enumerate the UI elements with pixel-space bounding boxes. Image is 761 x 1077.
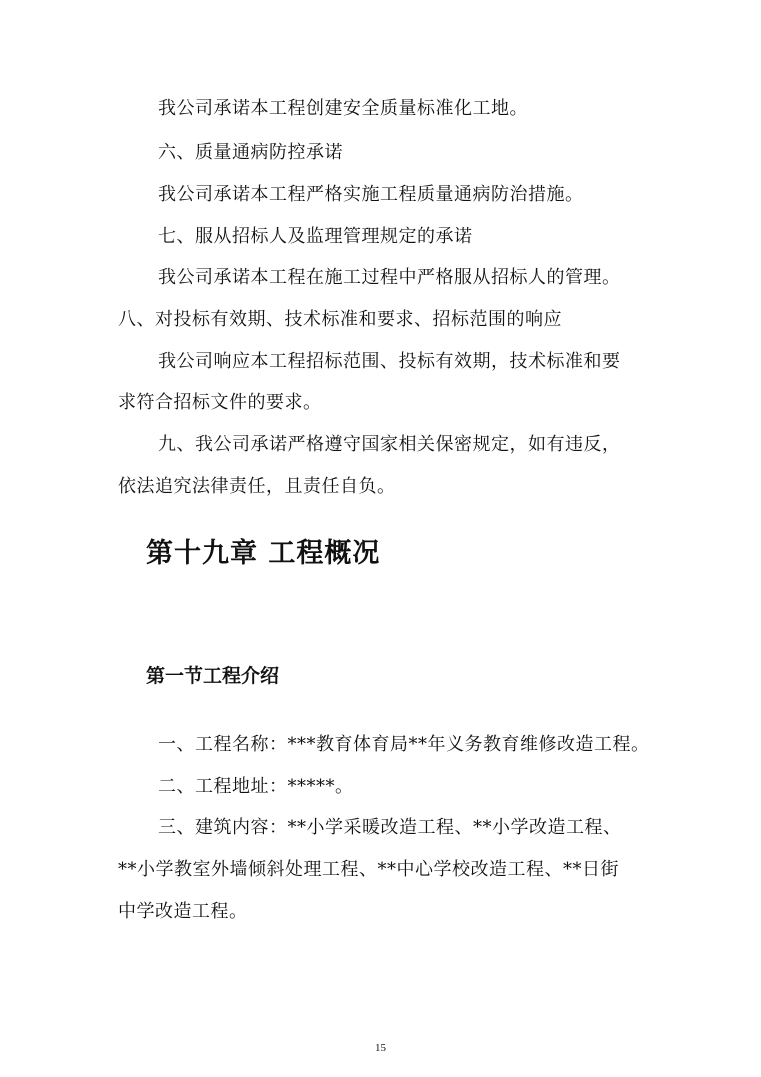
construction-content-line-1: 三、建筑内容：**小学采暖改造工程、**小学改造工程、: [158, 817, 622, 838]
project-name: 一、工程名称：***教育体育局**年义务教育维修改造工程。: [158, 734, 650, 755]
heading-quality-defect-prevention: 六、质量通病防控承诺: [158, 142, 343, 163]
paragraph-obey-management: 我公司承诺本工程在施工过程中严格服从招标人的管理。: [158, 267, 621, 288]
paragraph-confidentiality-line-1: 九、我公司承诺严格遵守国家相关保密规定，如有违反，: [158, 434, 621, 455]
paragraph-bid-response-line-2: 求符合招标文件的要求。: [118, 392, 322, 413]
heading-bid-response: 八、对投标有效期、技术标准和要求、招标范围的响应: [118, 309, 562, 330]
page-number: 15: [375, 1042, 386, 1054]
chapter-title: 第十九章 工程概况: [146, 538, 381, 569]
project-address: 二、工程地址：*****。: [158, 776, 354, 797]
paragraph-safety-commitment: 我公司承诺本工程创建安全质量标准化工地。: [158, 98, 528, 119]
construction-content-line-3: 中学改造工程。: [118, 901, 248, 922]
paragraph-confidentiality-line-2: 依法追究法律责任，且责任自负。: [118, 476, 396, 497]
paragraph-bid-response-line-1: 我公司响应本工程招标范围、投标有效期，技术标准和要: [158, 351, 621, 372]
heading-obey-management: 七、服从招标人及监理管理规定的承诺: [158, 226, 473, 247]
construction-content-line-2: **小学教室外墙倾斜处理工程、**中心学校改造工程、**日街: [118, 859, 619, 880]
section-title: 第一节工程介绍: [146, 665, 280, 687]
paragraph-quality-measures: 我公司承诺本工程严格实施工程质量通病防治措施。: [158, 184, 584, 205]
